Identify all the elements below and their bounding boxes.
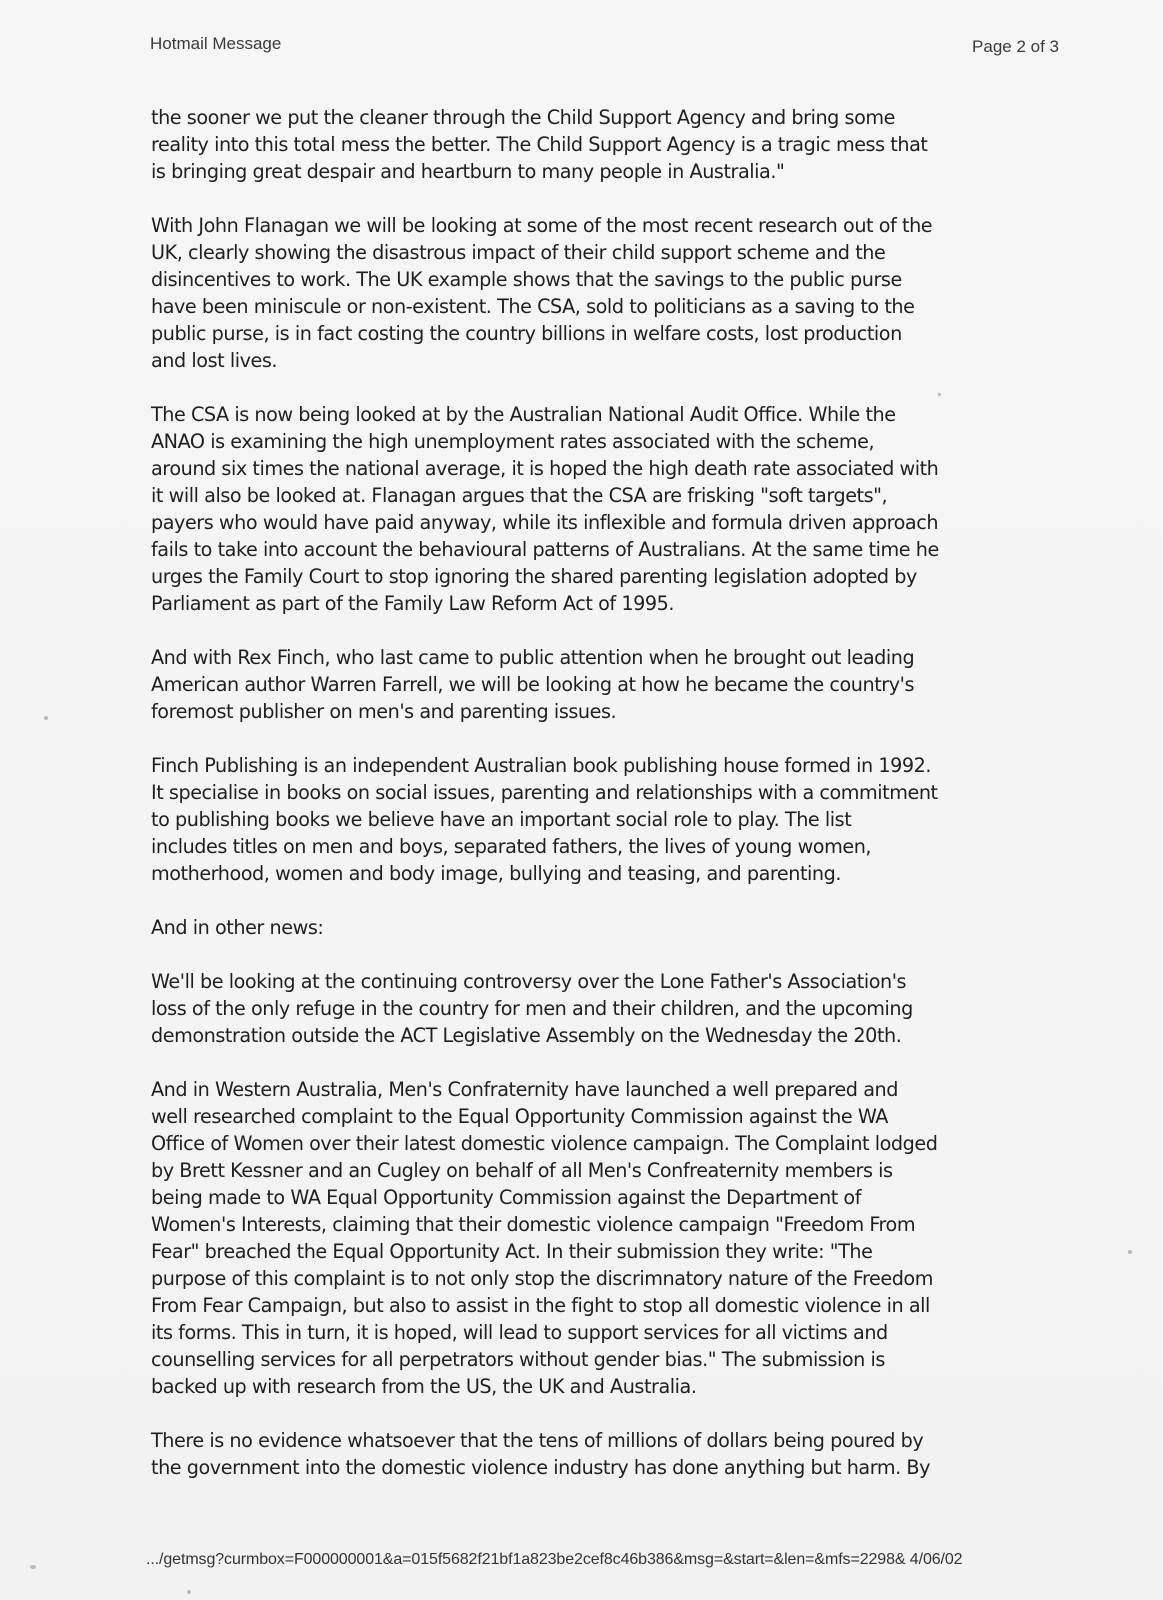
scan-speck xyxy=(1128,1250,1132,1254)
header-title: Hotmail Message xyxy=(150,34,282,53)
scan-speck xyxy=(938,393,941,396)
paragraph: And in Western Australia, Men's Confraternity have launched a well prepared and well researched complaint to the Equal Opportunity Commission against the WA Office of Women over their latest domestic violence campaign. The Complaint lodged by Brett Kessner and an Cugley on behalf of all Men's Confreaternity members is being made to WA Equal Opportunity Commission against the Department of Women's Interests, claiming that their domestic violence campaign "Freedom From Fear" breached the Equal Opportunity Act. In their submission they write: "The purpose of this complaint is to not only stop the discrimnatory nature of the Freedom From Fear Campaign, but also to assist in the fight to stop all domestic violence in all its forms. This in turn, it is hoped, will lead to support services for all victims and counselling services for all perpetrators without gender bias." The submission is backed up with research from the US, the UK and Australia. xyxy=(151,1078,938,1398)
message-body xyxy=(151,104,1031,1508)
paragraph: We'll be looking at the continuing controversy over the Lone Father's Association's loss of the only refuge in the country for men and their children, and the upcoming demonstration outside the ACT Legislative Assembly on the Wednesday the 20th. xyxy=(151,970,913,1047)
paragraph: And with Rex Finch, who last came to public attention when he brought out leading American author Warren Farrell, we will be looking at how he became the country's foremost publisher on men's and parenting issues. xyxy=(151,646,915,723)
scan-speck xyxy=(30,1565,36,1569)
page-number: Page 2 of 3 xyxy=(972,37,1059,56)
scan-speck xyxy=(44,716,48,720)
paragraph: There is no evidence whatsoever that the tens of millions of dollars being poured by the government into the domestic violence industry has done anything but harm. By xyxy=(151,1429,930,1479)
paragraph: And in other news: xyxy=(151,916,324,939)
footer-url: .../getmsg?curmbox=F000000001&a=015f5682f21bf1a823be2cef8c46b386&msg=&start=&len=&mfs=2298& 4/06/02 xyxy=(146,1551,963,1568)
paragraph: The CSA is now being looked at by the Australian National Audit Office. While the ANAO is examining the high unemployment rates associated with the scheme, around six times the national average, it is hoped the high death rate associated with it will also be looked at. Flanagan argues that the CSA are frisking "soft targets", payers who would have paid anyway, while its inflexible and formula driven approach fails to take into account the behavioural patterns of Australians. At the same time he urges the Family Court to stop ignoring the shared parenting legislation adopted by Parliament as part of the Family Law Reform Act of 1995. xyxy=(151,403,939,615)
scan-speck xyxy=(187,1590,191,1594)
paragraph: the sooner we put the cleaner through the Child Support Agency and bring some reality into this total mess the better. The Child Support Agency is a tragic mess that is bringing great despair and heartburn to many people in Australia." xyxy=(151,106,928,183)
paragraph: Finch Publishing is an independent Australian book publishing house formed in 1992. It specialise in books on social issues, parenting and relationships with a commitment to publishing books we believe have an important social role to play. The list includes titles on men and boys, separated fathers, the lives of young women, motherhood, women and body image, bullying and teasing, and parenting. xyxy=(151,754,938,885)
paragraph: With John Flanagan we will be looking at some of the most recent research out of the UK, clearly showing the disastrous impact of their child support scheme and the disincentives to work. The UK example shows that the savings to the public purse have been miniscule or non-existent. The CSA, sold to politicians as a saving to the public purse, is in fact costing the country billions in welfare costs, lost production and lost lives. xyxy=(151,214,933,372)
